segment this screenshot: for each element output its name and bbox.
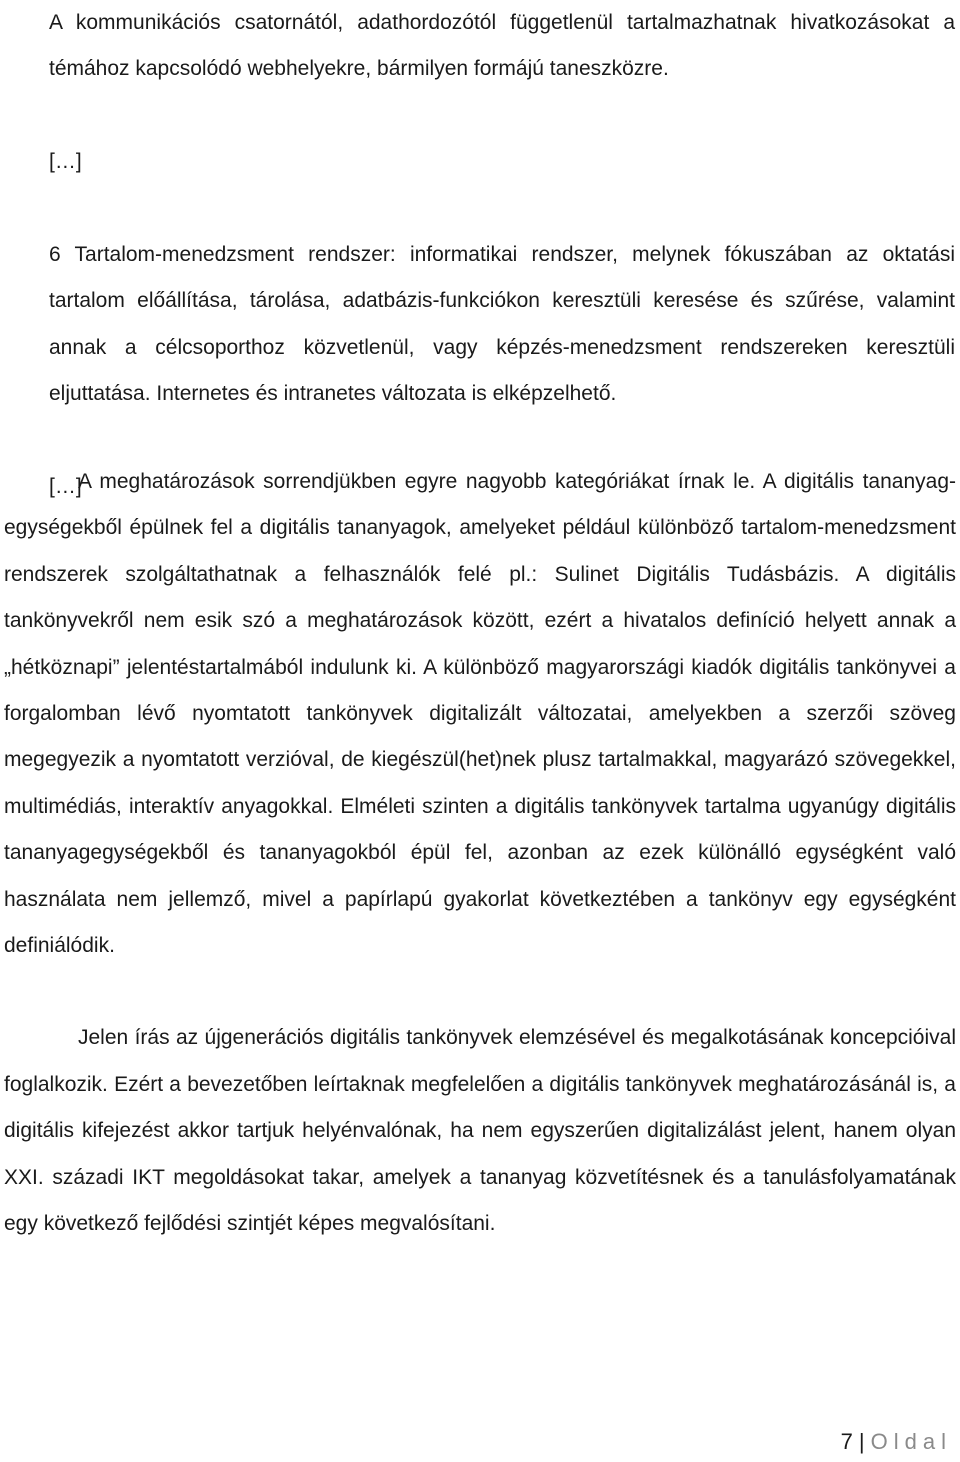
- ellipsis-marker: […]: [49, 475, 82, 499]
- page-footer: [841, 1422, 952, 1462]
- quote-paragraph-top: A kommunikációs csatornától, adathordozótól függetlenül tartalmazhatnak hivatkozásokat a témához kapcsolódó webhelyekre, bármilyen formájú taneszközre.: [49, 11, 955, 81]
- body-text: [4, 459, 956, 1248]
- quote-paragraph-definition: 6 Tartalom-menedzsment rendszer: informatikai rendszer, melynek fókuszában az oktatási tartalom előállítása, tárolása, adatbázis-funkciókon keresztüli keresése és szűrése, valamint annak a célcsoporthoz közvetlenül, vagy képzés-menedzsment rendszereken keresztüli eljuttatása. Internetes és intranetes változata is elképzelhető.: [49, 243, 955, 406]
- quoted-definitions: [49, 0, 955, 510]
- body-paragraph: A meghatározások sorrendjükben egyre nagyobb kategóriákat írnak le. A digitális tananyag-egységekből épülnek fel a digitális tananyagok, amelyeket például különböző tartalom-menedzsment rendszerek szolgáltathatnak a felhasználók felé pl.: Sulinet Digitális Tudásbázis. A digitális tankönyvekről nem esik szó a meghatározások között, ezért a hivatalos definíció helyett annak a „hétköznapi” jelentéstartalmából indulunk ki. A különböző magyarországi kiadók digitális tankönyvei a forgalomban lévő nyomtatott tankönyvek digitalizált változatai, amelyekben a szerzői szöveg megegyezik a nyomtatott verzióval, de kiegészül(het)nek plusz tartalmakkal, magyarázó szövegekkel, multimédiás, interaktív anyagokkal. Elméleti szinten a digitális tankönyvek tartalma ugyanúgy digitális tananyagegységekből és tananyagokból épül fel, azonban az ezek különálló egységként való használata nem jellemző, mivel a papírlapú gyakorlat következtében a tankönyv egy egységként definiálódik.: [4, 470, 956, 958]
- footer-separator: |: [858, 1429, 865, 1454]
- page-label: Oldal: [870, 1429, 952, 1454]
- ellipsis-marker: […]: [49, 150, 82, 174]
- page-number: 7: [840, 1429, 853, 1454]
- body-paragraph: Jelen írás az újgenerációs digitális tankönyvek elemzésével és megalkotásának koncepcióival foglalkozik. Ezért a bevezetőben leírtaknak megfelelően a digitális tankönyvek meghatározásánál is, a digitális kifejezést akkor tartjuk helyénvalónak, ha nem egyszerűen digitalizálást jelent, hanem olyan XXI. századi IKT megoldásokat takar, amelyek a tananyag közvetítésnek és a tanulásfolyamatának egy következő fejlődési szintjét képes megvalósítani.: [4, 1026, 956, 1236]
